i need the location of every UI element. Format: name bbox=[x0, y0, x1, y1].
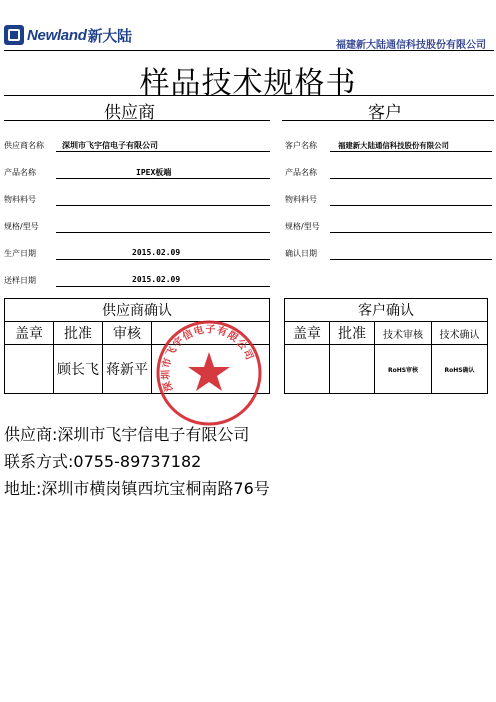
customer-spec-label: 规格/型号 bbox=[285, 222, 320, 231]
customer-confirm-title: 客户确认 bbox=[284, 298, 488, 322]
supplier-approver: 顾长飞 bbox=[53, 344, 103, 394]
supplier-name-line bbox=[56, 151, 270, 152]
customer-spec-line bbox=[330, 232, 492, 233]
customer-name-value: 福建新大陆通信科技股份有限公司 bbox=[338, 141, 449, 150]
customer-approve-header: 批准 bbox=[329, 321, 375, 345]
footer-address: 地址:深圳市横岗镇西坑宝桐南路76号 bbox=[4, 479, 270, 498]
title-divider bbox=[4, 95, 494, 96]
customer-confirm-table bbox=[284, 298, 488, 394]
product-name-value: IPEX板端 bbox=[136, 168, 172, 177]
customer-material-label: 物料料号 bbox=[285, 195, 317, 204]
customer-material-line bbox=[330, 205, 492, 206]
logo-chinese: 新大陆 bbox=[87, 27, 132, 45]
customer-seal-cell bbox=[284, 344, 330, 394]
supplier-column-heading: 供应商 bbox=[104, 103, 155, 123]
customer-product-line bbox=[330, 178, 492, 179]
customer-column-heading: 客户 bbox=[368, 103, 402, 123]
supplier-review-header: 审核 bbox=[102, 321, 152, 345]
header-divider bbox=[4, 50, 494, 51]
footer-contact: 联系方式:0755-89737182 bbox=[4, 452, 202, 471]
seal-star-icon bbox=[188, 352, 230, 391]
supplier-reviewer: 蒋新平 bbox=[102, 344, 152, 394]
supplier-head-underline bbox=[4, 120, 270, 121]
supplier-name-value: 深圳市飞宇信电子有限公司 bbox=[62, 141, 158, 150]
confirm-date-line bbox=[330, 259, 492, 260]
spec-label: 规格/型号 bbox=[4, 222, 39, 231]
newland-logo-icon bbox=[4, 25, 24, 45]
tech-confirm-header: 技术确认 bbox=[431, 321, 488, 345]
production-date-line bbox=[56, 259, 270, 260]
logo-brand: Newland bbox=[27, 26, 87, 44]
customer-name-label: 客户名称 bbox=[285, 141, 317, 150]
material-label: 物料料号 bbox=[4, 195, 36, 204]
production-date-value: 2015.02.09 bbox=[132, 248, 181, 257]
supplier-seal-header: 盖章 bbox=[4, 321, 54, 345]
customer-approve-cell bbox=[329, 344, 375, 394]
supplier-confirm-title: 供应商确认 bbox=[4, 298, 270, 322]
company-seal-stamp bbox=[154, 318, 264, 428]
supplier-seal-cell bbox=[4, 344, 54, 394]
production-date-label: 生产日期 bbox=[4, 249, 36, 258]
customer-head-underline bbox=[282, 120, 494, 121]
sample-ship-date-label: 送样日期 bbox=[4, 276, 36, 285]
spec-line bbox=[56, 232, 270, 233]
svg-text:深圳市飞宇信电子有限公司: 深圳市飞宇信电子有限公司 bbox=[160, 324, 256, 393]
document-title: 样品技术规格书 bbox=[139, 66, 357, 101]
customer-product-label: 产品名称 bbox=[285, 168, 317, 177]
product-name-line bbox=[56, 178, 270, 179]
supplier-name-label: 供应商名称 bbox=[4, 141, 44, 150]
customer-seal-header: 盖章 bbox=[284, 321, 330, 345]
newland-logo bbox=[4, 24, 132, 46]
sample-ship-date-line bbox=[56, 286, 270, 287]
product-name-label: 产品名称 bbox=[4, 168, 36, 177]
material-line bbox=[56, 205, 270, 206]
header-company: 福建新大陆通信科技股份有限公司 bbox=[336, 40, 486, 51]
customer-name-line bbox=[330, 151, 492, 152]
supplier-approve-header: 批准 bbox=[53, 321, 103, 345]
sample-ship-date-value: 2015.02.09 bbox=[132, 275, 181, 284]
confirm-date-label: 确认日期 bbox=[285, 249, 317, 258]
rohs-review-cell: RoHS审核 bbox=[374, 344, 432, 394]
footer-supplier: 供应商:深圳市飞宇信电子有限公司 bbox=[4, 425, 250, 444]
tech-review-header: 技术审核 bbox=[374, 321, 432, 345]
rohs-confirm-cell: RoHS确认 bbox=[431, 344, 488, 394]
